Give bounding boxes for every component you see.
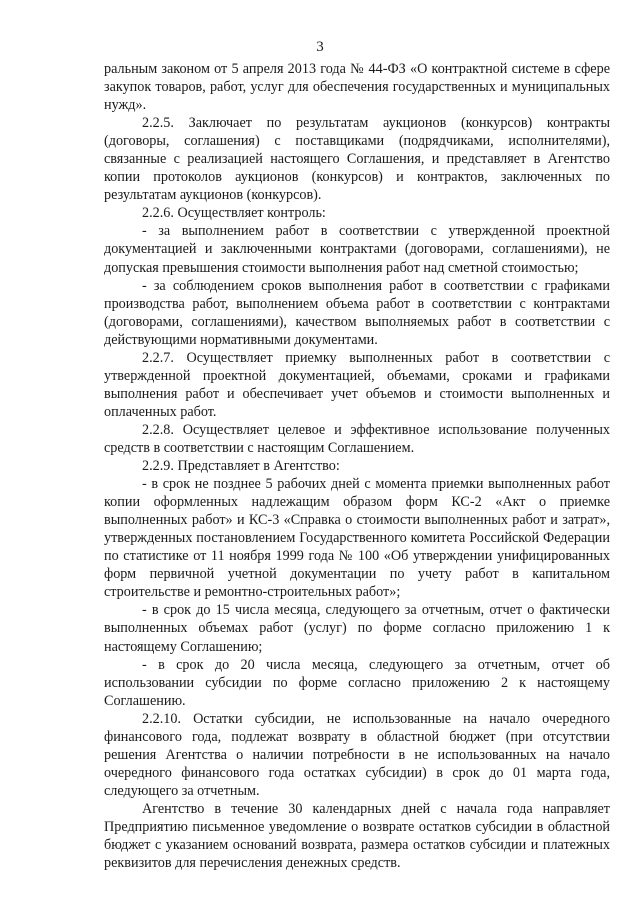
paragraph-2-2-5: 2.2.5. Заключает по результатам аукционов (конкурсов) контракты (договоры, соглашения) с поставщиками (подрядчиками, исполнителями), связанные с реализацией настоящего Соглашения, и представляет в Агентство копии протоколов аукционов (конкурсов) и контрактов, заключенных по результатам аукционов (конкурсов). (104, 115, 610, 204)
paragraph-2-2-8: 2.2.8. Осуществляет целевое и эффективное использование полученных средств в соответствии с настоящим Соглашением. (104, 421, 610, 456)
paragraph-law-reference: ральным законом от 5 апреля 2013 года № 44-ФЗ «О контрактной системе в сфере закупок товаров, работ, услуг для обеспечения государственных и муниципальных нужд». (104, 61, 610, 114)
paragraph-2-2-10: 2.2.10. Остатки субсидии, не использованные на начало очередного финансового года, подлежат возврату в областной бюджет (при отсутствии решения Агентства о наличии потребности в не использованных на начало очередного финансового года остатках субсидии) в срок до 01 марта года, следующего за отчетным. (104, 710, 610, 799)
paragraph-ks-forms: - в срок не позднее 5 рабочих дней с момента приемки выполненных работ копии оформленных надлежащим образом форм КС-2 «Акт о приемке выполненных работ» и КС-3 «Справка о стоимости выполненных работ и затрат», утвержденных постановлением Государственного комитета Российской Федерации по статистике от 11 ноября 1999 года № 100 «Об утверждении унифицированных форм первичной учетной документации по учету работ в капитальном строительстве и ремонтно-строительных работ»; (104, 476, 610, 601)
paragraph-report-20: - в срок до 20 числа месяца, следующего за отчетным, отчет об использовании субсидии по форме согласно приложению 2 к настоящему Соглашению. (104, 656, 610, 709)
paragraph-2-2-6: 2.2.6. Осуществляет контроль: (142, 205, 326, 222)
paragraph-2-2-7: 2.2.7. Осуществляет приемку выполненных работ в соответствии с утвержденной проектной документацией, объемами, сроками и графиками выполнения работ и обеспечивает учет объемов и стоимости выполненных и оплаченных работ. (104, 349, 610, 420)
document-body (104, 60, 610, 872)
page-number: 3 (316, 39, 324, 55)
paragraph-2-2-9: 2.2.9. Представляет в Агентство: (142, 458, 340, 475)
paragraph-report-15: - в срок до 15 числа месяца, следующего за отчетным, отчет о фактически выполненных объемах работ (услуг) по форме согласно приложению 1 к настоящему Соглашению; (104, 602, 610, 655)
paragraph-control-works: - за выполнением работ в соответствии с утвержденной проектной документацией и заключенными контрактами (договорами, соглашениями), не допуская превышения стоимости выполнения работ над сметной стоимостью; (104, 223, 610, 276)
paragraph-control-deadlines: - за соблюдением сроков выполнения работ в соответствии с графиками производства работ, выполнением объема работ в соответствии с контрактами (договорами, соглашениями), качеством выполняемых работ в соответствии с действующими нормативными документами. (104, 277, 610, 348)
paragraph-agency-notice: Агентство в течение 30 календарных дней с начала года направляет Предприятию письменное уведомление о возврате остатков субсидии в областной бюджет с указанием оснований возврата, размера остатков субсидии и платежных реквизитов для перечисления денежных средств. (104, 800, 610, 872)
